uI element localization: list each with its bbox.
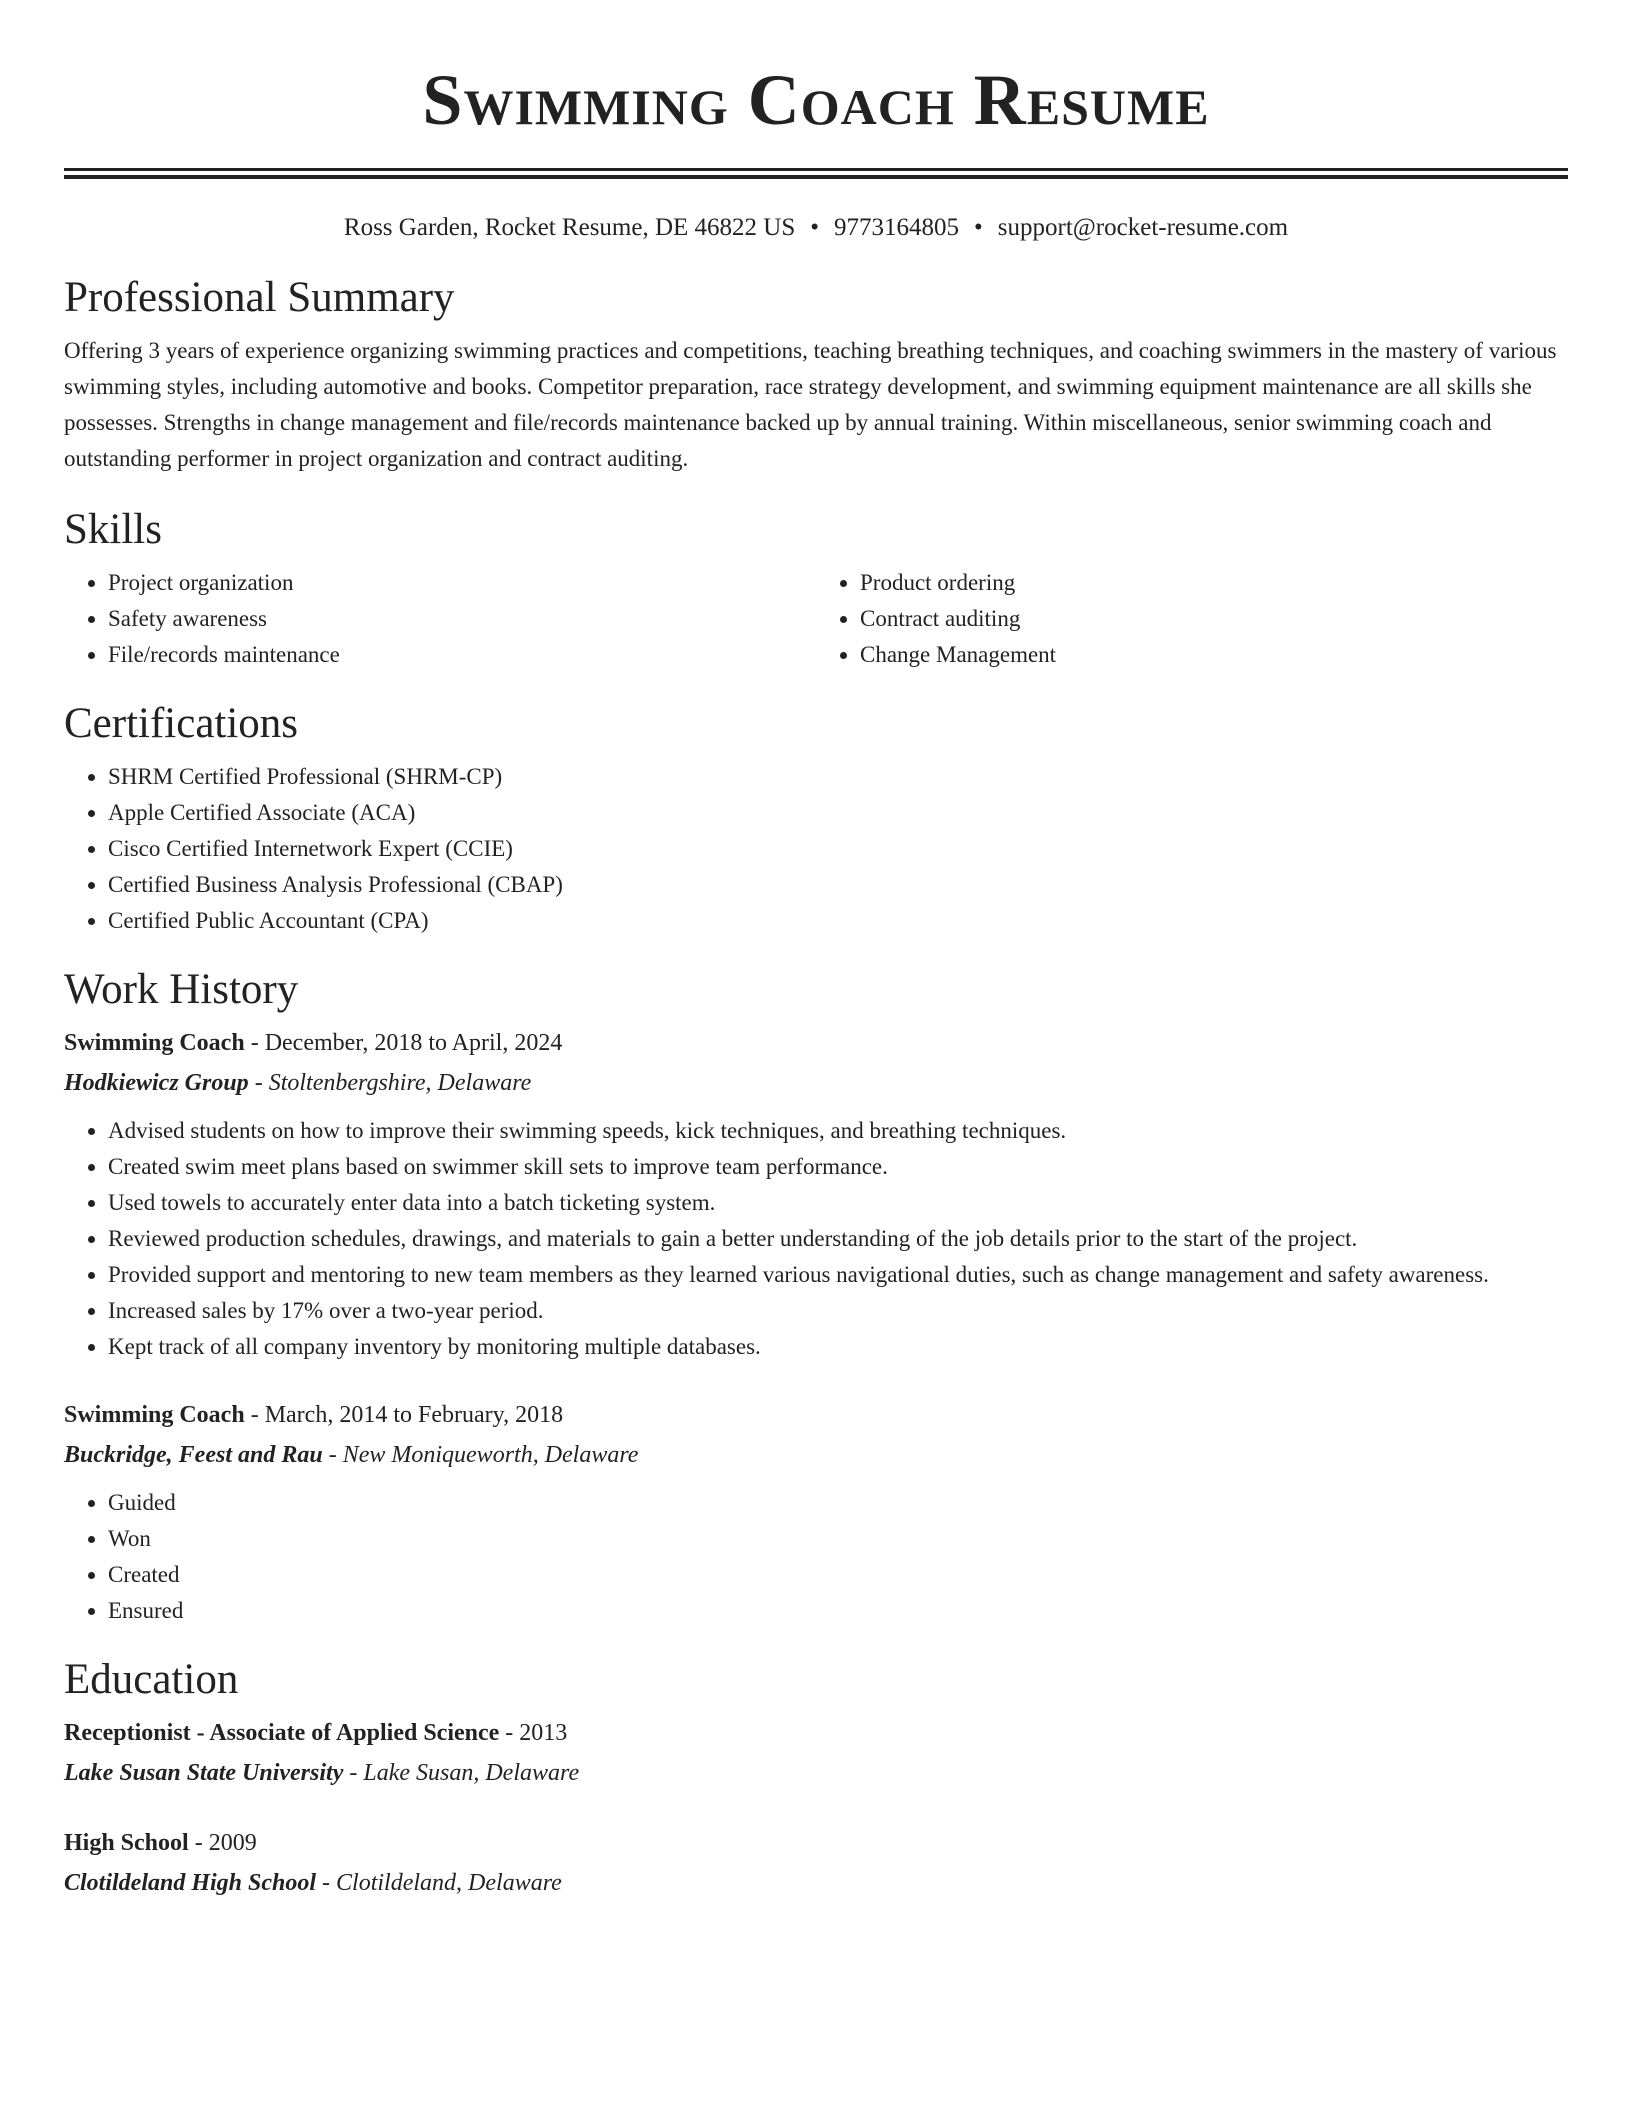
contact-address: Ross Garden, Rocket Resume, DE 46822 US	[343, 214, 796, 241]
certification-item: • Apple Certified Associate (ACA)	[108, 795, 1568, 831]
education-location: Lake Susan, Delaware	[363, 1760, 580, 1786]
job-entry	[64, 1395, 1568, 1629]
contact-separator: •	[810, 214, 820, 241]
work-history-heading: Work History	[64, 966, 299, 1013]
job-bullet: • Increased sales by 17% over a two-year period.	[108, 1293, 1568, 1329]
job-bullet: • Ensured	[108, 1593, 1568, 1629]
skill-item: • Safety awareness	[108, 601, 816, 637]
certifications-heading: Certifications	[64, 700, 299, 747]
skills-heading: Skills	[64, 506, 162, 553]
job-location: Stoltenbergshire, Delaware	[268, 1070, 532, 1096]
certification-item: • SHRM Certified Professional (SHRM-CP)	[108, 759, 1568, 795]
education-school: Lake Susan State University	[64, 1760, 344, 1786]
job-company: Buckridge, Feest and Rau	[64, 1442, 323, 1468]
skill-item: • Contract auditing	[860, 601, 1568, 637]
contact-email: support@rocket-resume.com	[997, 214, 1289, 241]
job-location: New Moniqueworth, Delaware	[342, 1442, 639, 1468]
contact-line	[64, 213, 1568, 243]
job-company-line: Hodkiewicz Group - Stoltenbergshire, Delaware	[64, 1070, 532, 1096]
summary-text: Offering 3 years of experience organizing swimming practices and competitions, teaching breathing techniques, and coaching swimmers in the mastery of various swimming styles, including automotive and books. Competitor preparation, race strategy development, and swimming equipment maintenance are all skills she possesses. Strengths in change management and file/records maintenance backed up by annual training. Within miscellaneous, senior swimming coach and outstanding performer in project organization and contract auditing.	[64, 338, 1557, 471]
certification-item: • Certified Business Analysis Professional (CBAP)	[108, 867, 1568, 903]
job-title: Swimming Coach	[64, 1402, 245, 1428]
job-bullet: • Guided	[108, 1485, 1568, 1521]
certifications-list	[64, 759, 1568, 939]
skill-item: • File/records maintenance	[108, 637, 816, 673]
job-bullet: • Provided support and mentoring to new team members as they learned various navigational duties, such as change management and safety awareness.	[108, 1257, 1568, 1293]
job-bullets	[64, 1113, 1568, 1365]
job-dates: March, 2014 to February, 2018	[264, 1402, 564, 1428]
job-title-line: Swimming Coach - December, 2018 to April, 2024	[64, 1030, 563, 1056]
education-year: 2009	[208, 1830, 257, 1856]
education-school-line: Clotildeland High School - Clotildeland, Delaware	[64, 1870, 562, 1896]
education-heading: Education	[64, 1656, 239, 1703]
job-bullet: • Reviewed production schedules, drawings, and materials to gain a better understanding of the job details prior to the start of the project.	[108, 1221, 1568, 1257]
job-bullet: • Created swim meet plans based on swimmer skill sets to improve team performance.	[108, 1149, 1568, 1185]
job-company-line: Buckridge, Feest and Rau - New Moniqueworth, Delaware	[64, 1442, 639, 1468]
job-bullet: • Used towels to accurately enter data into a batch ticketing system.	[108, 1185, 1568, 1221]
summary-heading: Professional Summary	[64, 274, 455, 321]
job-bullet: • Advised students on how to improve their swimming speeds, kick techniques, and breathing techniques.	[108, 1113, 1568, 1149]
job-bullet: • Kept track of all company inventory by monitoring multiple databases.	[108, 1329, 1568, 1365]
education-entry	[64, 1823, 1568, 1903]
education-school: Clotildeland High School	[64, 1870, 317, 1896]
certification-item: • Certified Public Accountant (CPA)	[108, 903, 1568, 939]
job-company: Hodkiewicz Group	[64, 1070, 249, 1096]
education-degree-line: High School - 2009	[64, 1830, 257, 1856]
education-location: Clotildeland, Delaware	[336, 1870, 562, 1896]
job-bullet: • Won	[108, 1521, 1568, 1557]
skills-list-left	[64, 565, 816, 673]
education-degree-line: Receptionist - Associate of Applied Science - 2013	[64, 1720, 568, 1746]
title-double-rule	[64, 168, 1568, 179]
job-title-line: Swimming Coach - March, 2014 to February, 2018	[64, 1402, 564, 1428]
job-bullet: • Created	[108, 1557, 1568, 1593]
education-school-line: Lake Susan State University - Lake Susan, Delaware	[64, 1760, 580, 1786]
skill-item: • Product ordering	[860, 565, 1568, 601]
contact-phone: 9773164805	[834, 214, 960, 241]
education-entry	[64, 1713, 1568, 1793]
job-entry	[64, 1023, 1568, 1365]
education-degree: Receptionist - Associate of Applied Science	[64, 1720, 500, 1746]
education-year: 2013	[519, 1720, 568, 1746]
resume-title: Swimming Coach Resume	[422, 60, 1210, 140]
skill-item: • Project organization	[108, 565, 816, 601]
job-dates: December, 2018 to April, 2024	[264, 1030, 563, 1056]
job-bullets	[64, 1485, 1568, 1629]
skills-grid	[64, 565, 1568, 673]
education-degree: High School	[64, 1830, 189, 1856]
contact-separator: •	[974, 214, 983, 241]
job-title: Swimming Coach	[64, 1030, 245, 1056]
skills-list-right	[816, 565, 1568, 673]
skill-item: • Change Management	[860, 637, 1568, 673]
certification-item: • Cisco Certified Internetwork Expert (CCIE)	[108, 831, 1568, 867]
